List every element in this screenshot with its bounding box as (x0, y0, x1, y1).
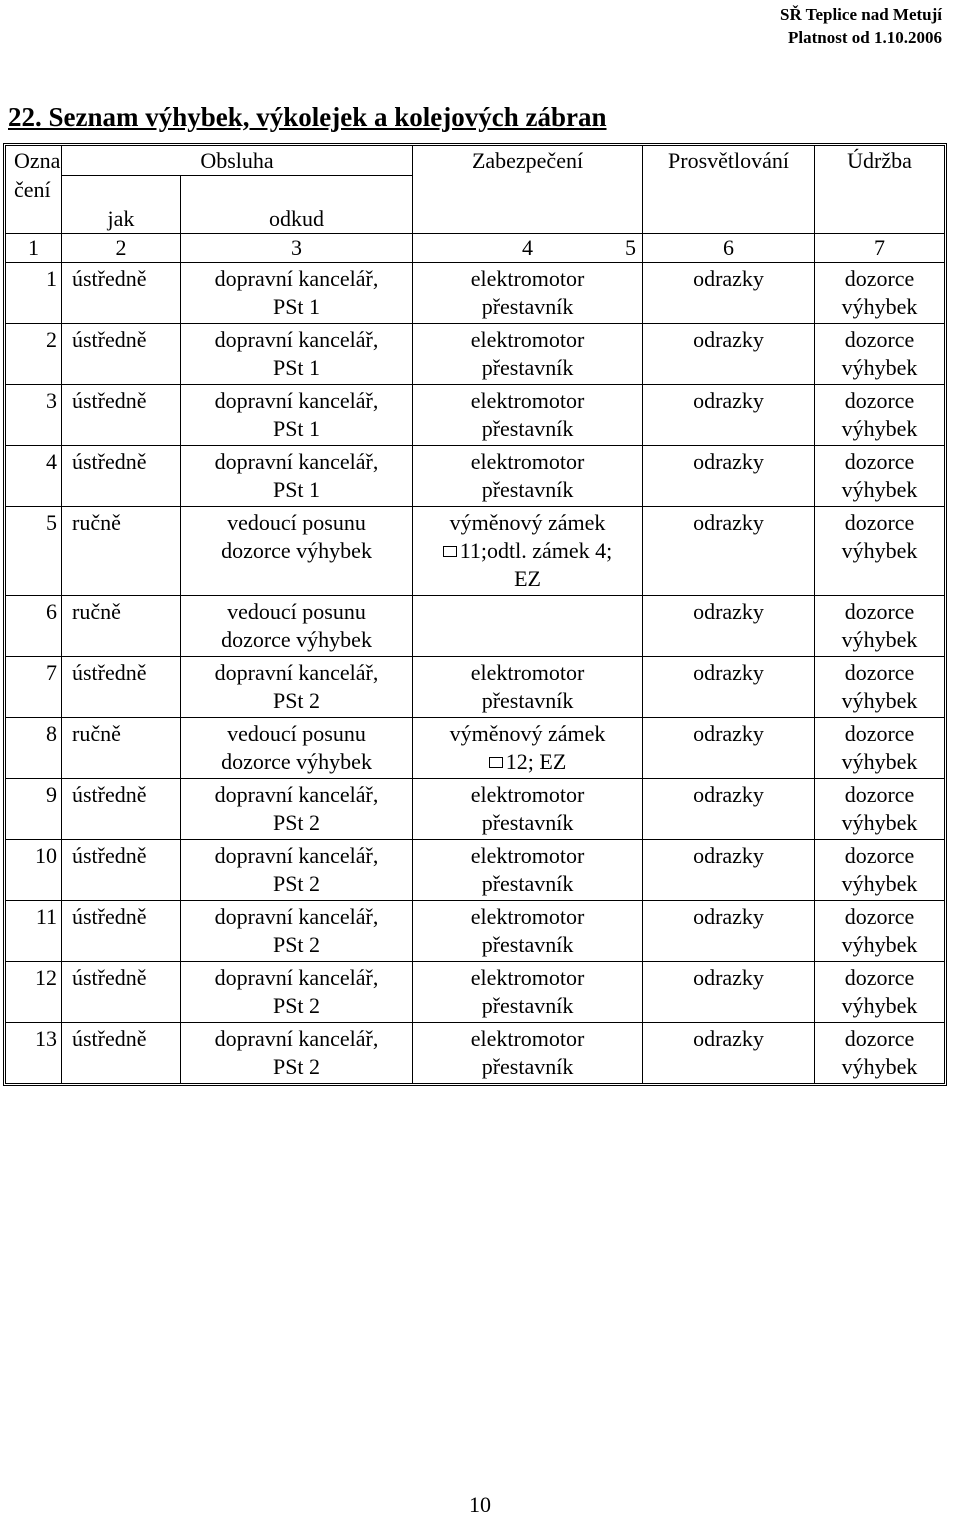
cell-oznaceni: 5 (6, 507, 62, 596)
cell-text: výhybek (841, 749, 918, 774)
cell-text: PSt 1 (272, 294, 321, 319)
cell-text: PSt 1 (272, 355, 321, 380)
cell-text: výhybek (841, 538, 918, 563)
cell-line (815, 598, 944, 626)
cell-zabezpeceni (413, 385, 643, 446)
header-oznaceni (6, 146, 62, 233)
cell-udrzba (815, 840, 944, 901)
cell-line (181, 687, 412, 715)
table-row (6, 324, 944, 385)
cell-text: dozorce (844, 266, 915, 291)
cell-jak: ručně (62, 507, 181, 596)
cell-text: EZ (514, 566, 541, 591)
cell-line (413, 448, 642, 476)
header-oznaceni-text: Ozna čení (14, 148, 61, 202)
header-udrzba: Údržba (847, 148, 912, 173)
cell-udrzba (815, 901, 944, 962)
table-row (6, 962, 944, 1023)
header-odkud: odkud (181, 176, 413, 233)
cell-odkud (181, 840, 413, 901)
cell-oznaceni: 7 (6, 657, 62, 718)
cell-line (181, 659, 412, 687)
cell-line (815, 659, 944, 687)
cell-prosvetlovani: odrazky (643, 596, 815, 657)
cell-text: PSt 2 (272, 1054, 321, 1079)
cell-text: přestavník (481, 1054, 574, 1079)
cell-text: výhybek (841, 1054, 918, 1079)
table-row (6, 1023, 944, 1083)
cell-odkud (181, 385, 413, 446)
cell-zabezpeceni (413, 901, 643, 962)
cell-oznaceni: 9 (6, 779, 62, 840)
colnum-1: 1 (6, 233, 62, 263)
cell-udrzba (815, 718, 944, 779)
cell-line (815, 842, 944, 870)
cell-line (413, 565, 642, 593)
colnum-7: 7 (815, 233, 944, 263)
cell-text: výhybek (841, 355, 918, 380)
header-prosvetlovani: Prosvětlování (643, 146, 815, 233)
cell-line (413, 509, 642, 537)
cell-prosvetlovani: odrazky (643, 446, 815, 507)
cell-udrzba (815, 385, 944, 446)
cell-text: vedoucí posunu (227, 599, 366, 624)
cell-zabezpeceni (413, 507, 643, 596)
cell-zabezpeceni (413, 1023, 643, 1083)
header-validity: Platnost od 1.10.2006 (788, 28, 942, 47)
cell-line (815, 870, 944, 898)
cell-text: PSt 2 (272, 810, 321, 835)
page-title: 22. Seznam výhybek, výkolejek a kolejových zábran (8, 102, 607, 132)
cell-line (413, 265, 642, 293)
table-row (6, 840, 944, 901)
cell-text: elektromotor (470, 327, 585, 352)
cell-text: dopravní kancelář, (214, 904, 379, 929)
table-row (6, 718, 944, 779)
cell-text: dopravní kancelář, (214, 266, 379, 291)
cell-text: PSt 2 (272, 688, 321, 713)
table-row (6, 779, 944, 840)
cell-line (181, 293, 412, 321)
cell-line (181, 626, 412, 654)
cell-line (181, 509, 412, 537)
cell-text: dozorce (844, 904, 915, 929)
cell-text: dozorce výhybek (221, 627, 372, 652)
cell-text: výhybek (841, 688, 918, 713)
cell-line (181, 326, 412, 354)
cell-line (815, 687, 944, 715)
cell-text: dozorce (844, 449, 915, 474)
cell-zabezpeceni (413, 962, 643, 1023)
cell-line (413, 992, 642, 1020)
cell-line (413, 415, 642, 443)
header-obsluha: Obsluha (62, 146, 413, 176)
cell-line (815, 931, 944, 959)
cell-line (815, 537, 944, 565)
cell-line (413, 903, 642, 931)
cell-line (413, 842, 642, 870)
cell-line (815, 476, 944, 504)
cell-prosvetlovani: odrazky (643, 901, 815, 962)
cell-text: elektromotor (470, 782, 585, 807)
cell-odkud (181, 1023, 413, 1083)
cell-line (181, 598, 412, 626)
cell-text: dozorce (844, 510, 915, 535)
cell-line (815, 415, 944, 443)
cell-line (815, 809, 944, 837)
cell-udrzba (815, 446, 944, 507)
cell-line (413, 387, 642, 415)
cell-line (815, 448, 944, 476)
colnum-5-text: 5 (625, 235, 637, 260)
cell-jak: ústředně (62, 1023, 181, 1083)
cell-line (413, 293, 642, 321)
cell-line (815, 964, 944, 992)
cell-line (815, 387, 944, 415)
header-jak: jak (62, 176, 181, 233)
cell-text: elektromotor (470, 660, 585, 685)
cell-text: výhybek (841, 871, 918, 896)
cell-text: přestavník (481, 932, 574, 957)
cell-text: přestavník (481, 688, 574, 713)
cell-zabezpeceni (413, 718, 643, 779)
table-row (6, 901, 944, 962)
cell-text: výhybek (841, 810, 918, 835)
header-zabezpeceni: Zabezpečení (413, 146, 643, 233)
cell-line (181, 964, 412, 992)
cell-oznaceni: 12 (6, 962, 62, 1023)
cell-line (181, 870, 412, 898)
cell-udrzba (815, 962, 944, 1023)
table-row (6, 596, 944, 657)
cell-text: vedoucí posunu (227, 721, 366, 746)
cell-zabezpeceni (413, 324, 643, 385)
cell-text: výhybek (841, 294, 918, 319)
cell-odkud (181, 718, 413, 779)
table-row (6, 385, 944, 446)
cell-text: elektromotor (470, 843, 585, 868)
header-org: SŘ Teplice nad Metují (780, 5, 942, 24)
page-number: 10 (469, 1492, 491, 1517)
cell-line (181, 387, 412, 415)
cell-text: PSt 2 (272, 871, 321, 896)
cell-jak: ručně (62, 596, 181, 657)
cell-text: PSt 1 (272, 416, 321, 441)
page-header (780, 3, 942, 49)
cell-line (815, 509, 944, 537)
cell-line (181, 781, 412, 809)
cell-text: výměnový zámek (449, 510, 606, 535)
cell-line (181, 842, 412, 870)
cell-line (815, 265, 944, 293)
cell-odkud (181, 657, 413, 718)
cell-prosvetlovani: odrazky (643, 779, 815, 840)
cell-oznaceni: 1 (6, 263, 62, 324)
cell-line (413, 1025, 642, 1053)
cell-line (181, 748, 412, 776)
cell-text: přestavník (481, 416, 574, 441)
cell-text: dozorce (844, 721, 915, 746)
turnout-table (3, 143, 947, 1086)
cell-prosvetlovani: odrazky (643, 507, 815, 596)
cell-odkud (181, 263, 413, 324)
cell-jak: ústředně (62, 657, 181, 718)
lock-symbol-icon (489, 757, 503, 768)
cell-text: dozorce (844, 843, 915, 868)
cell-line (815, 781, 944, 809)
cell-text: elektromotor (470, 266, 585, 291)
cell-prosvetlovani: odrazky (643, 962, 815, 1023)
cell-zabezpeceni (413, 446, 643, 507)
cell-zabezpeceni (413, 596, 643, 657)
cell-odkud (181, 962, 413, 1023)
table-row (6, 263, 944, 324)
cell-text: výměnový zámek (449, 721, 606, 746)
cell-text: výhybek (841, 627, 918, 652)
cell-oznaceni: 6 (6, 596, 62, 657)
cell-line (413, 964, 642, 992)
cell-line (815, 720, 944, 748)
cell-prosvetlovani: odrazky (643, 263, 815, 324)
table-row (6, 507, 944, 596)
cell-udrzba (815, 1023, 944, 1083)
cell-text: dopravní kancelář, (214, 449, 379, 474)
cell-text: PSt 2 (272, 993, 321, 1018)
cell-line (413, 1053, 642, 1081)
cell-text: PSt 2 (272, 932, 321, 957)
cell-text: výhybek (841, 932, 918, 957)
colnum-3: 3 (181, 233, 413, 263)
cell-line (181, 931, 412, 959)
cell-text: dopravní kancelář, (214, 965, 379, 990)
cell-jak: ústředně (62, 840, 181, 901)
cell-text: elektromotor (470, 1026, 585, 1051)
cell-prosvetlovani: odrazky (643, 1023, 815, 1083)
colnum-2: 2 (62, 233, 181, 263)
cell-text: PSt 1 (272, 477, 321, 502)
cell-text: dozorce (844, 660, 915, 685)
cell-text: dopravní kancelář, (214, 327, 379, 352)
cell-text: elektromotor (470, 965, 585, 990)
cell-udrzba (815, 324, 944, 385)
cell-line (413, 870, 642, 898)
cell-line (815, 1025, 944, 1053)
cell-odkud (181, 779, 413, 840)
cell-text: dozorce (844, 388, 915, 413)
cell-prosvetlovani: odrazky (643, 840, 815, 901)
cell-text: dozorce (844, 965, 915, 990)
cell-text: vedoucí posunu (227, 510, 366, 535)
cell-odkud (181, 596, 413, 657)
cell-jak: ústředně (62, 446, 181, 507)
cell-jak: ústředně (62, 385, 181, 446)
cell-udrzba (815, 263, 944, 324)
cell-line (413, 781, 642, 809)
cell-line (815, 354, 944, 382)
cell-text: dozorce výhybek (221, 538, 372, 563)
cell-jak: ústředně (62, 324, 181, 385)
cell-text: dozorce výhybek (221, 749, 372, 774)
cell-udrzba (815, 596, 944, 657)
cell-line (413, 748, 642, 776)
cell-text: výhybek (841, 477, 918, 502)
cell-line (815, 748, 944, 776)
cell-line (413, 326, 642, 354)
cell-text: přestavník (481, 355, 574, 380)
cell-oznaceni: 4 (6, 446, 62, 507)
cell-odkud (181, 901, 413, 962)
cell-zabezpeceni (413, 779, 643, 840)
cell-line (181, 1025, 412, 1053)
cell-jak: ručně (62, 718, 181, 779)
cell-text: elektromotor (470, 449, 585, 474)
table-row (6, 446, 944, 507)
cell-zabezpeceni (413, 263, 643, 324)
cell-line (181, 809, 412, 837)
cell-line (181, 415, 412, 443)
cell-oznaceni: 8 (6, 718, 62, 779)
cell-line (413, 809, 642, 837)
cell-line (181, 903, 412, 931)
cell-text: dozorce (844, 327, 915, 352)
cell-oznaceni: 13 (6, 1023, 62, 1083)
cell-line (815, 293, 944, 321)
cell-line (413, 720, 642, 748)
cell-prosvetlovani: odrazky (643, 324, 815, 385)
cell-line (181, 476, 412, 504)
cell-text: výhybek (841, 993, 918, 1018)
cell-text: dozorce (844, 1026, 915, 1051)
cell-jak: ústředně (62, 779, 181, 840)
cell-text: dopravní kancelář, (214, 388, 379, 413)
cell-text: elektromotor (470, 388, 585, 413)
cell-oznaceni: 2 (6, 324, 62, 385)
cell-oznaceni: 10 (6, 840, 62, 901)
cell-line (413, 476, 642, 504)
cell-line (181, 992, 412, 1020)
cell-line (815, 1053, 944, 1081)
cell-line (815, 992, 944, 1020)
cell-prosvetlovani: odrazky (643, 718, 815, 779)
cell-text: dopravní kancelář, (214, 1026, 379, 1051)
cell-jak: ústředně (62, 962, 181, 1023)
lock-symbol-icon (443, 546, 457, 557)
cell-line (815, 903, 944, 931)
cell-odkud (181, 324, 413, 385)
cell-udrzba (815, 657, 944, 718)
cell-prosvetlovani: odrazky (643, 385, 815, 446)
cell-jak: ústředně (62, 263, 181, 324)
cell-oznaceni: 11 (6, 901, 62, 962)
table-row (6, 657, 944, 718)
cell-text: 11;odtl. zámek 4; (459, 538, 613, 563)
cell-line (413, 354, 642, 382)
cell-udrzba (815, 779, 944, 840)
cell-line (815, 626, 944, 654)
cell-line (181, 265, 412, 293)
cell-odkud (181, 507, 413, 596)
cell-text: dopravní kancelář, (214, 782, 379, 807)
cell-text: dopravní kancelář, (214, 660, 379, 685)
cell-text: přestavník (481, 871, 574, 896)
cell-line (815, 326, 944, 354)
cell-text: přestavník (481, 294, 574, 319)
cell-text: přestavník (481, 810, 574, 835)
cell-zabezpeceni (413, 657, 643, 718)
cell-text: 12; EZ (505, 749, 567, 774)
colnum-6: 6 (643, 233, 815, 263)
cell-text: dozorce (844, 599, 915, 624)
cell-text: dozorce (844, 782, 915, 807)
cell-text: přestavník (481, 477, 574, 502)
cell-jak: ústředně (62, 901, 181, 962)
cell-odkud (181, 446, 413, 507)
cell-prosvetlovani: odrazky (643, 657, 815, 718)
cell-line (413, 659, 642, 687)
cell-line (181, 354, 412, 382)
cell-text: dopravní kancelář, (214, 843, 379, 868)
cell-zabezpeceni (413, 840, 643, 901)
cell-oznaceni: 3 (6, 385, 62, 446)
cell-line (181, 537, 412, 565)
cell-line (413, 687, 642, 715)
colnum-4: 4 (413, 233, 643, 263)
cell-line (181, 448, 412, 476)
cell-line (413, 537, 642, 565)
cell-udrzba (815, 507, 944, 596)
cell-line (181, 720, 412, 748)
cell-text: elektromotor (470, 904, 585, 929)
cell-text: přestavník (481, 993, 574, 1018)
cell-text: výhybek (841, 416, 918, 441)
cell-line (413, 931, 642, 959)
cell-line (181, 1053, 412, 1081)
